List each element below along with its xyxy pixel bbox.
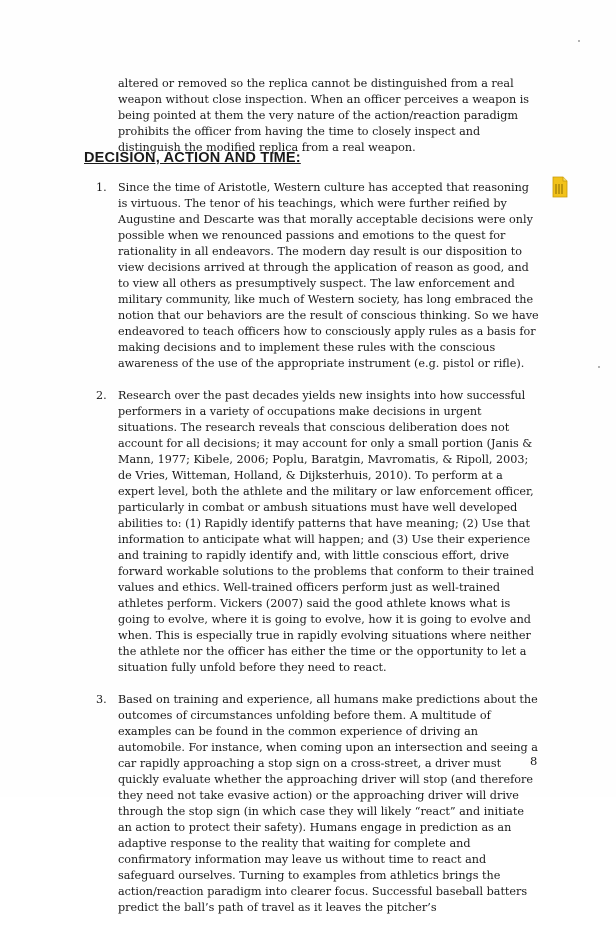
list-item xyxy=(96,180,540,372)
item-number: 3. xyxy=(96,693,107,706)
item-number: 2. xyxy=(96,389,107,402)
list-item xyxy=(96,388,540,676)
page-number: 8 xyxy=(530,754,538,768)
sticky-note-icon[interactable] xyxy=(552,176,568,198)
list-item xyxy=(96,692,540,916)
item-number: 1. xyxy=(96,181,107,194)
item-text: Since the time of Aristotle, Western culture has accepted that reasoning is virtuous. The tenor of his teachings, which were further reified by Augustine and Descarte was that morally acceptable decisions were only possible when we renounced passions and emotions to the quest for rationality in all endeavors. The modern day result is our disposition to view decisions arrived at through the application of reason as good, and to view all others as presumptively suspect. The law enforcement and military community, like much of Western society, has long embraced the notion that our behaviors are the result of conscious thinking. So we have endeavored to teach officers how to consciously apply rules as a basis for making decisions and to implement these rules with the conscious awareness of the use of the appropriate instrument (e.g. pistol or rifle). xyxy=(118,181,539,370)
scan-speck xyxy=(598,366,600,368)
item-text: Research over the past decades yields new insights into how successful performers in a variety of occupations make decisions in urgent situations. The research reveals that conscious deliberation does not account for all decisions; it may account for only a small portion (Janis & Mann, 1977; Kibele, 2006; Poplu, Baratgin, Mavromatis, & Ripoll, 2003; de Vries, Witteman, Holland, & Dijksterhuis, 2010). To perform at a expert level, both the athlete and the military or law enforcement officer, particularly in combat or ambush situations must have well developed abilities to: (1) Rapidly identify patterns that have meaning; (2) Use that information to anticipate what will happen; and (3) Use their experience and training to rapidly identify and, with little conscious effort, drive forward workable solutions to the problems that conform to their trained values and ethics. Well-trained officers perform just as well-trained athletes perform. Vickers (2007) said the good athlete knows what is going to evolve, where it is going to evolve, how it is going to evolve and when. This is especially true in rapidly evolving situations where neither the athlete nor the officer has either the time or the opportunity to let a situation fully unfold before they need to react. xyxy=(118,389,534,674)
scan-speck xyxy=(578,40,580,42)
numbered-list xyxy=(96,180,540,932)
intro-paragraph: altered or removed so the replica cannot be distinguished from a real weapon without close inspection. When an officer perceives a weapon is being pointed at them the very nature of the action/reaction paradigm prohibits the officer from having the time to closely inspect and distinguish the modified replica from a real weapon. xyxy=(118,77,530,154)
item-text: Based on training and experience, all humans make predictions about the outcomes of circumstances unfolding before them. A multitude of examples can be found in the common experience of driving an automobile. For instance, when coming upon an intersection and seeing a car rapidly approaching a stop sign on a cross-street, a driver must quickly evaluate whether the approaching driver will stop (and therefore they need not take evasive action) or the approaching driver will drive through the stop sign (in which case they will likely “react” and initiate an action to protect their safety). Humans engage in prediction as an adaptive response to the reality that waiting for complete and confirmatory information may leave us without time to react and safeguard ourselves. Turning to examples from athletics brings the action/reaction paradigm into clearer focus. Successful baseball batters predict the ball’s path of travel as it leaves the pitcher’s xyxy=(118,693,538,914)
section-heading: DECISION, ACTION AND TIME: xyxy=(84,150,301,166)
